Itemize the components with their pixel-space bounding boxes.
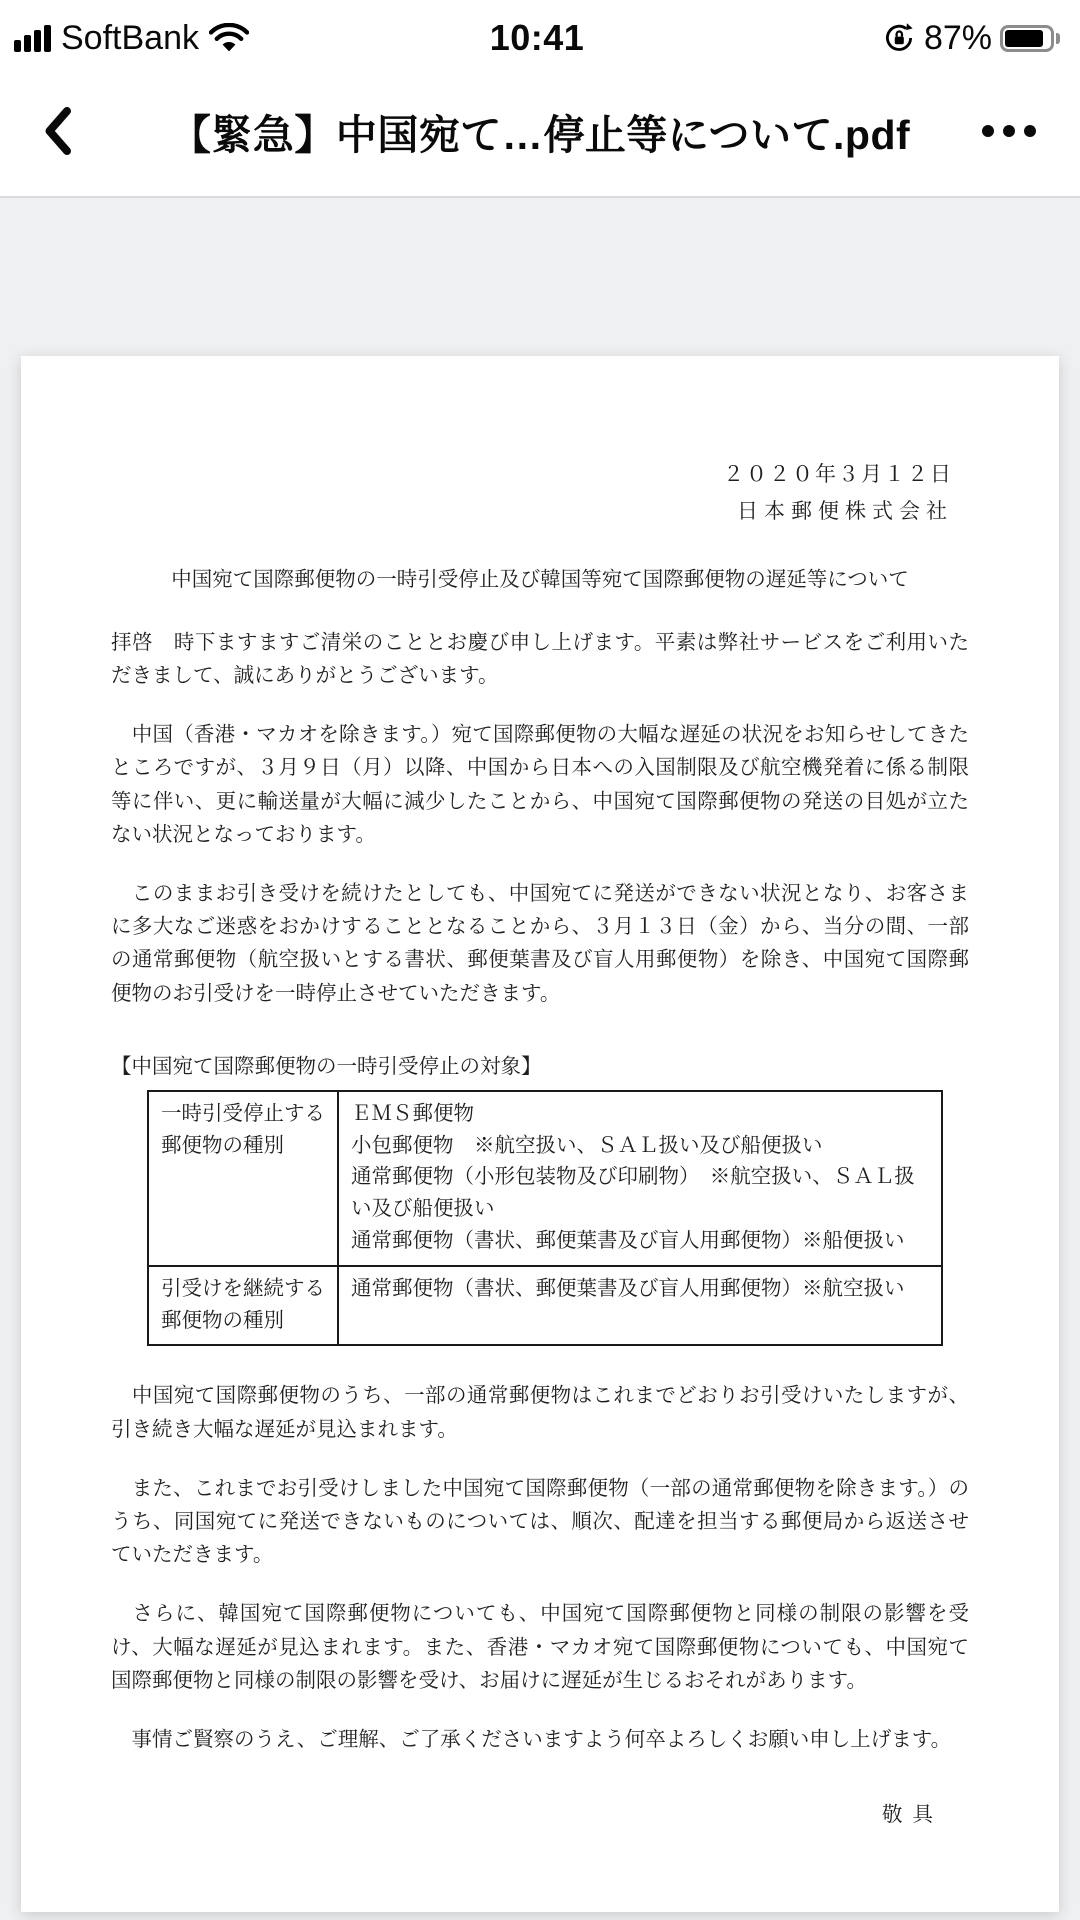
- battery-cap: [1056, 33, 1060, 44]
- orientation-lock-icon: [882, 21, 916, 55]
- signal-bar: [34, 30, 41, 52]
- paragraph: さらに、韓国宛て国際郵便物についても、中国宛て国際郵便物と同様の制限の影響を受け、大幅な遅延が見込まれます。また、香港・マカオ宛て国際郵便物についても、中国宛て国際郵便物と同様の制限の影響を受け、お届けに遅延が生じるおそれがあります。: [111, 1603, 969, 1692]
- table-row: [148, 1091, 942, 1266]
- back-button[interactable]: [34, 97, 80, 165]
- table-item: 通常郵便物（書状、郵便葉書及び盲人用郵便物）※船便扱い: [351, 1230, 905, 1252]
- cellular-signal-icon: [14, 24, 51, 52]
- table-item: 通常郵便物（書状、郵便葉書及び盲人用郵便物）※航空扱い: [351, 1277, 905, 1300]
- paragraph: 中国宛て国際郵便物のうち、一部の通常郵便物はこれまでどおりお引受けいたしますが、引き続き大幅な遅延が見込まれます。: [111, 1385, 969, 1441]
- signal-bar: [14, 40, 21, 52]
- file-title: 【緊急】中国宛て…停止等について.pdf: [169, 111, 911, 158]
- table-caption: 【中国宛て国際郵便物の一時引受停止の対象】: [111, 1055, 542, 1078]
- letter-sender: 日本郵便株式会社: [737, 498, 953, 523]
- table-items-cell: [338, 1091, 942, 1266]
- table-category-cell: 一時引受停止する郵便物の種別: [148, 1091, 338, 1266]
- clock: 10:41: [489, 17, 585, 58]
- battery-icon: [1000, 25, 1060, 52]
- carrier-label: SoftBank: [61, 18, 199, 57]
- suspension-table-body: [148, 1091, 942, 1345]
- letter-closing: 敬具: [882, 1804, 943, 1827]
- battery-percent-label: 87%: [923, 18, 993, 57]
- status-bar: [0, 0, 1080, 66]
- table-items-cell: [338, 1266, 942, 1346]
- status-bar-left: [14, 19, 490, 58]
- battery-fill: [1005, 30, 1043, 47]
- table-row: [148, 1266, 942, 1346]
- paragraph: 事情ご賢察のうえ、ご理解、ご了承くださいますよう何卒よろしくお願い申し上げます。: [111, 1728, 952, 1751]
- letter-header: [111, 456, 969, 530]
- table-item: ＥＭＳ郵便物: [351, 1102, 474, 1125]
- table-item: 小包郵便物 ※航空扱い、ＳＡＬ扱い及び船便扱い: [351, 1134, 823, 1157]
- paragraph: 拝啓 時下ますますご清栄のこととお慶び申し上げます。平素は弊社サービスをご利用いただきまして、誠にありがとうございます。: [111, 631, 969, 687]
- letter-date: ２０２０年３月１２日: [723, 462, 953, 486]
- more-button[interactable]: [972, 116, 1046, 146]
- chevron-left-icon: [42, 105, 72, 157]
- signal-bar: [24, 35, 31, 52]
- table-item: 通常郵便物（小形包装物及び印刷物） ※航空扱い、ＳＡＬ扱い及び船便扱い: [351, 1166, 915, 1221]
- ellipsis-icon: [980, 124, 1038, 138]
- suspension-table: [147, 1090, 943, 1346]
- battery-body: [1000, 25, 1054, 52]
- pdf-viewer-scroll-area[interactable]: [0, 198, 1080, 1920]
- paragraph: このままお引き受けを続けたとしても、中国宛てに発送ができない状況となり、お客さまに多大なご迷惑をおかけすることとなることから、３月１３日（金）から、当分の間、一部の通常郵便物（航空扱いとする書状、郵便葉書及び盲人用郵便物）を除き、中国宛て国際郵便物のお引受けを一時停止させていただきます。: [111, 882, 969, 1005]
- signal-bar: [44, 25, 51, 52]
- table-category-cell: 引受けを継続する郵便物の種別: [148, 1266, 338, 1346]
- pdf-nav-bar: [0, 66, 1080, 198]
- wifi-icon: [209, 23, 249, 53]
- paragraph: また、これまでお引受けしました中国宛て国際郵便物（一部の通常郵便物を除きます。）のうち、同国宛てに発送できないものについては、順次、配達を担当する郵便局から返送させていただきます。: [111, 1477, 969, 1567]
- status-bar-right: [584, 19, 1060, 58]
- letter-title: 中国宛て国際郵便物の一時引受停止及び韓国等宛て国際郵便物の遅延等について: [171, 568, 909, 591]
- paragraph: 中国（香港・マカオを除きます。）宛て国際郵便物の大幅な遅延の状況をお知らせしてきたところですが、３月９日（月）以降、中国から日本への入国制限及び航空機発着に係る制限等に伴い、更に輸送量が大幅に減少したことから、中国宛て国際郵便物の発送の目処が立たない状況となっております。: [111, 724, 969, 846]
- pdf-page: [21, 356, 1059, 1912]
